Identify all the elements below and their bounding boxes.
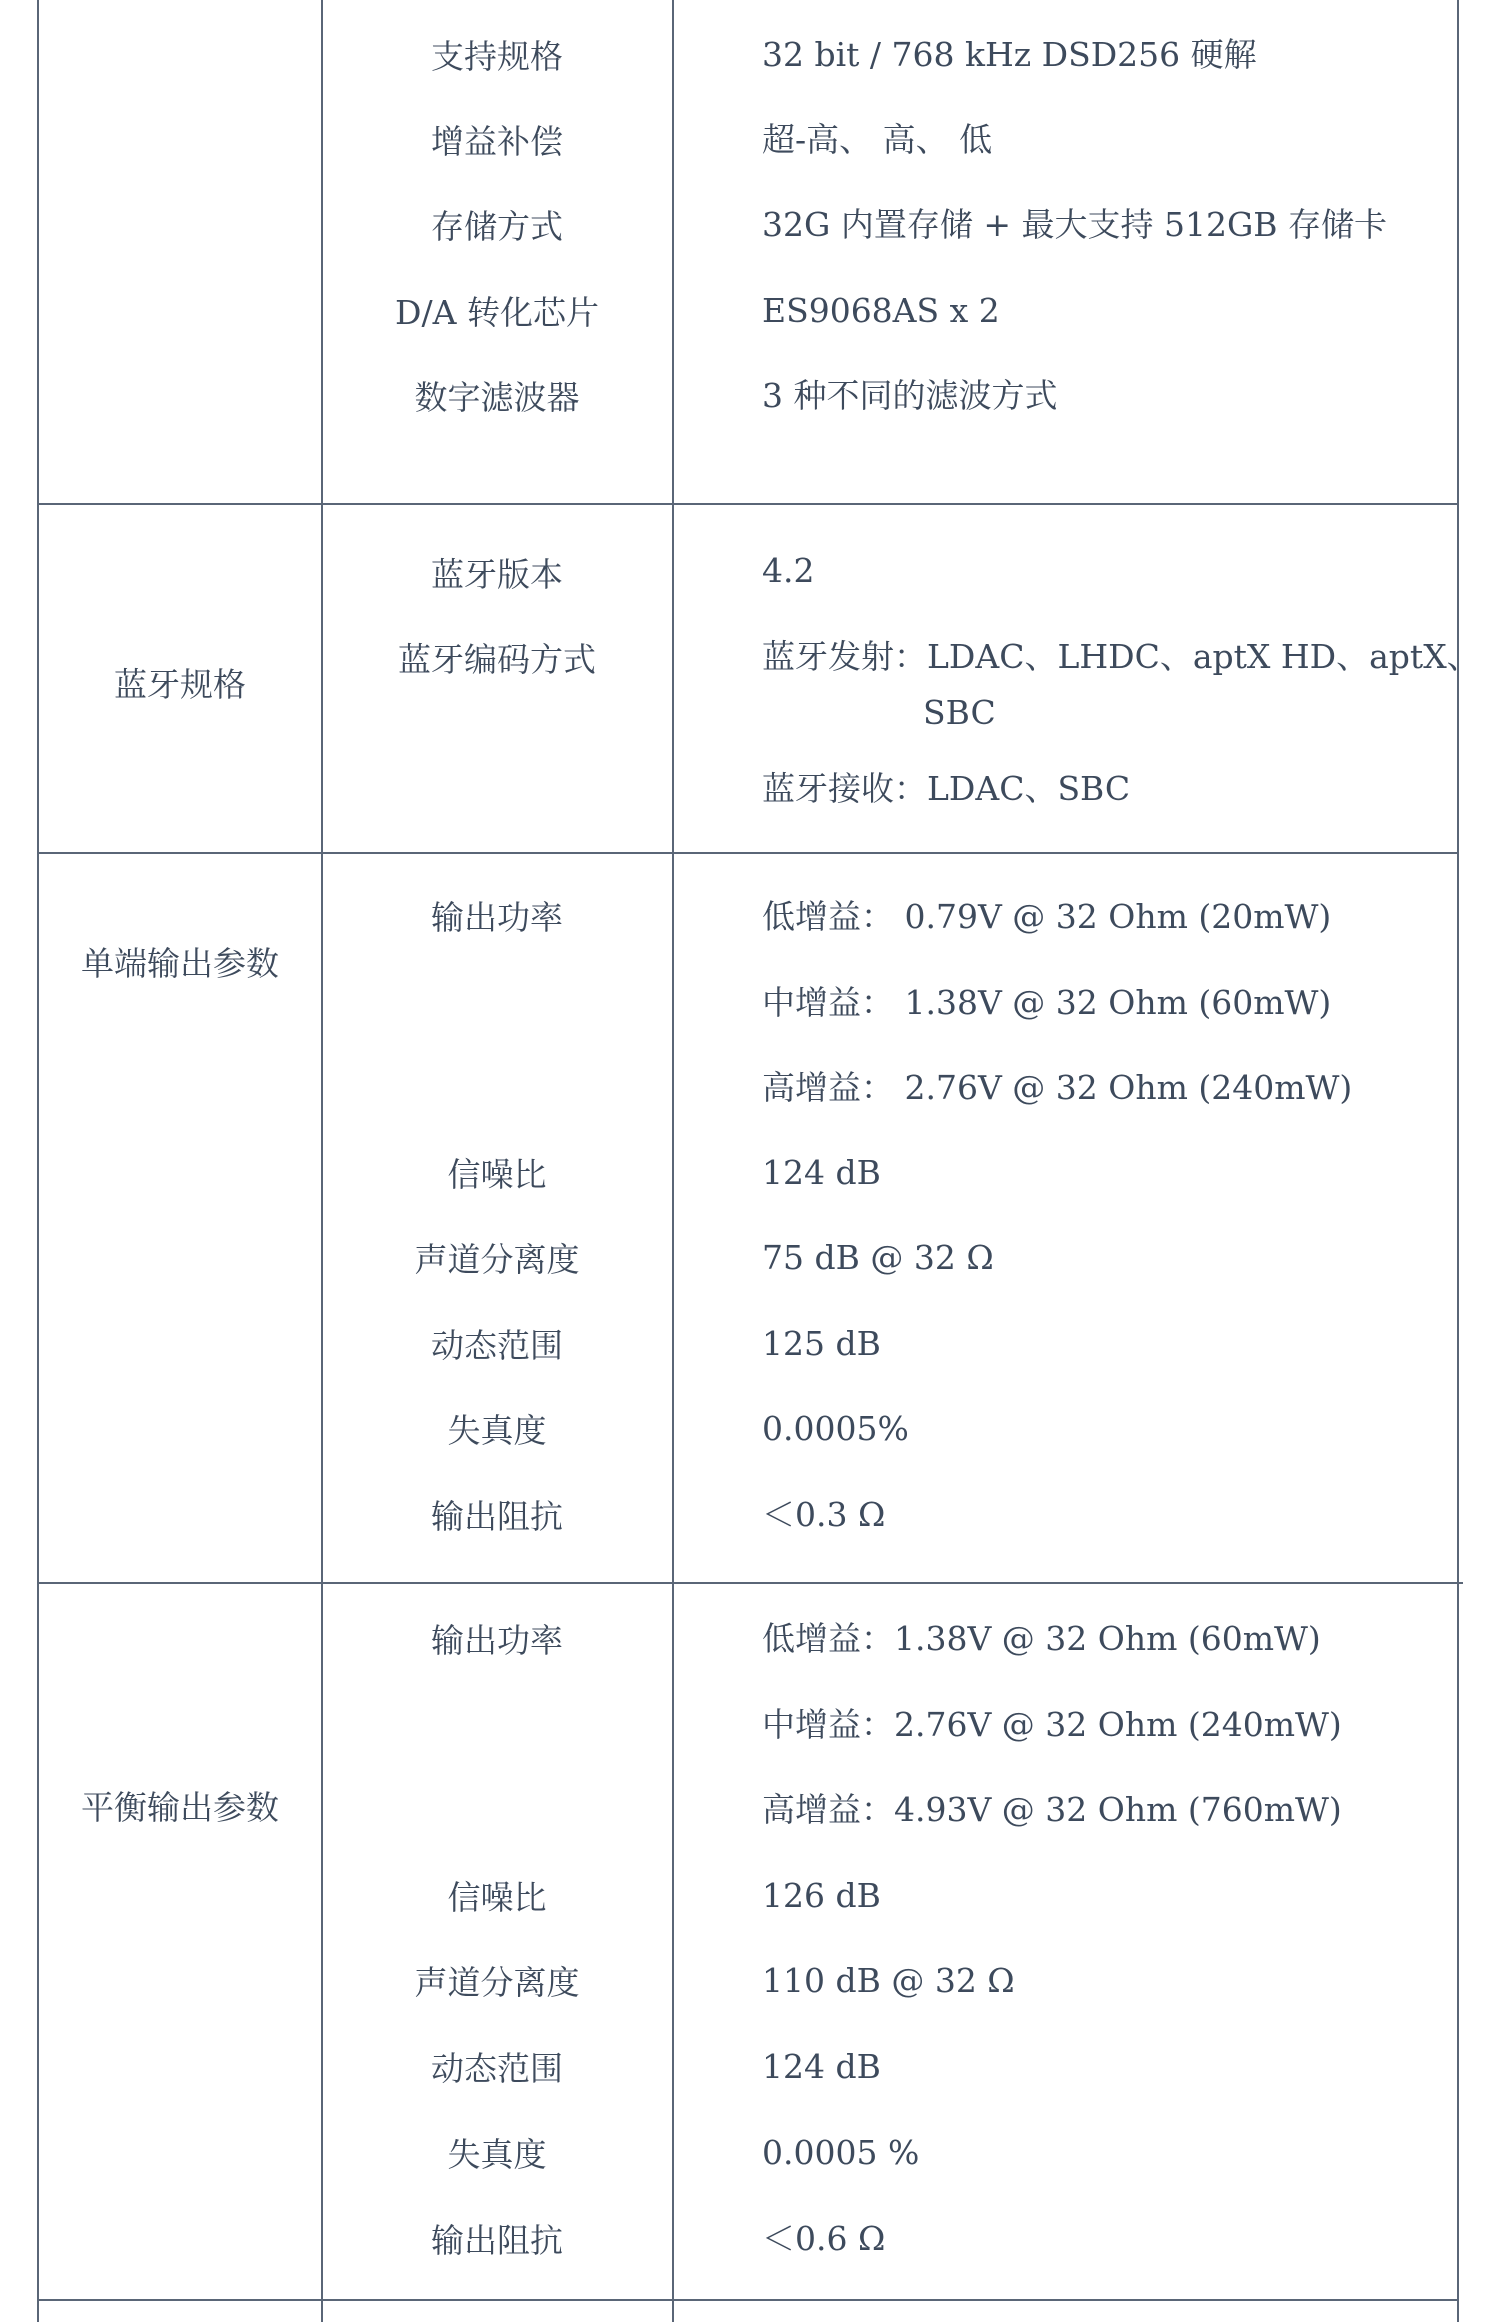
table-border-left [37,0,39,2322]
row-divider-bluetooth-single [37,852,1459,854]
spec-label: 输出阻抗 [431,2221,563,2260]
table-border-right [1457,0,1459,2322]
spec-value: 低增益： 0.79V @ 32 Ohm (20mW) [762,897,1332,936]
spec-value: ＜0.6 Ω [762,2219,886,2258]
spec-label: 输出功率 [431,1621,563,1660]
spec-value: 3 种不同的滤波方式 [762,376,1058,415]
spec-label: 输出阻抗 [431,1497,563,1536]
spec-value: 125 dB [762,1324,881,1363]
row-divider-audio-bluetooth [37,503,1459,505]
spec-label: 存储方式 [431,207,563,246]
spec-label: 失真度 [447,2135,547,2174]
spec-value: 高增益： 2.76V @ 32 Ohm (240mW) [762,1068,1353,1107]
spec-value: 中增益：2.76V @ 32 Ohm (240mW) [762,1705,1342,1744]
spec-label: 蓝牙编码方式 [398,640,596,679]
spec-label: 数字滤波器 [414,378,580,417]
row-divider-balanced-next [37,2299,1459,2301]
spec-label: D/A 转化芯片 [395,293,599,332]
spec-value: 蓝牙接收：LDAC、SBC [762,769,1131,808]
spec-value: 32 bit / 768 kHz DSD256 硬解 [762,35,1257,74]
spec-label: 输出功率 [431,898,563,937]
spec-label: 信噪比 [447,1155,547,1194]
spec-value: 中增益： 1.38V @ 32 Ohm (60mW) [762,983,1332,1022]
category-balanced: 平衡输出参数 [81,1788,279,1827]
category-single-ended: 单端输出参数 [81,944,279,983]
spec-value-continuation: SBC [923,693,996,732]
spec-value: 32G 内置存储 + 最大支持 512GB 存储卡 [762,205,1388,244]
spec-label: 失真度 [447,1411,547,1450]
spec-value: ＜0.3 Ω [762,1495,886,1534]
spec-label: 动态范围 [431,1326,563,1365]
spec-value: 蓝牙发射：LDAC、LHDC、aptX HD、aptX、 [762,637,1480,676]
spec-value: 超-高、 高、 低 [762,120,993,159]
spec-value: 高增益：4.93V @ 32 Ohm (760mW) [762,1790,1342,1829]
spec-value: ES9068AS x 2 [762,291,1000,330]
spec-value: 0.0005% [762,1409,909,1448]
row-divider-single-balanced [37,1582,1463,1584]
spec-label: 信噪比 [447,1878,547,1917]
spec-value: 110 dB @ 32 Ω [762,1961,1015,2000]
spec-label: 增益补偿 [431,122,563,161]
spec-label: 支持规格 [431,37,563,76]
spec-label: 声道分离度 [414,1963,580,2002]
spec-label: 声道分离度 [414,1240,580,1279]
spec-value: 124 dB [762,1153,881,1192]
table-column-divider-2 [672,0,674,2322]
spec-label: 蓝牙版本 [431,555,563,594]
spec-value: 75 dB @ 32 Ω [762,1238,994,1277]
spec-value: 126 dB [762,1876,881,1915]
category-bluetooth: 蓝牙规格 [114,665,246,704]
spec-value: 4.2 [762,551,815,590]
spec-value: 低增益：1.38V @ 32 Ohm (60mW) [762,1619,1321,1658]
spec-value: 124 dB [762,2047,881,2086]
spec-value: 0.0005 % [762,2133,920,2172]
spec-label: 动态范围 [431,2049,563,2088]
